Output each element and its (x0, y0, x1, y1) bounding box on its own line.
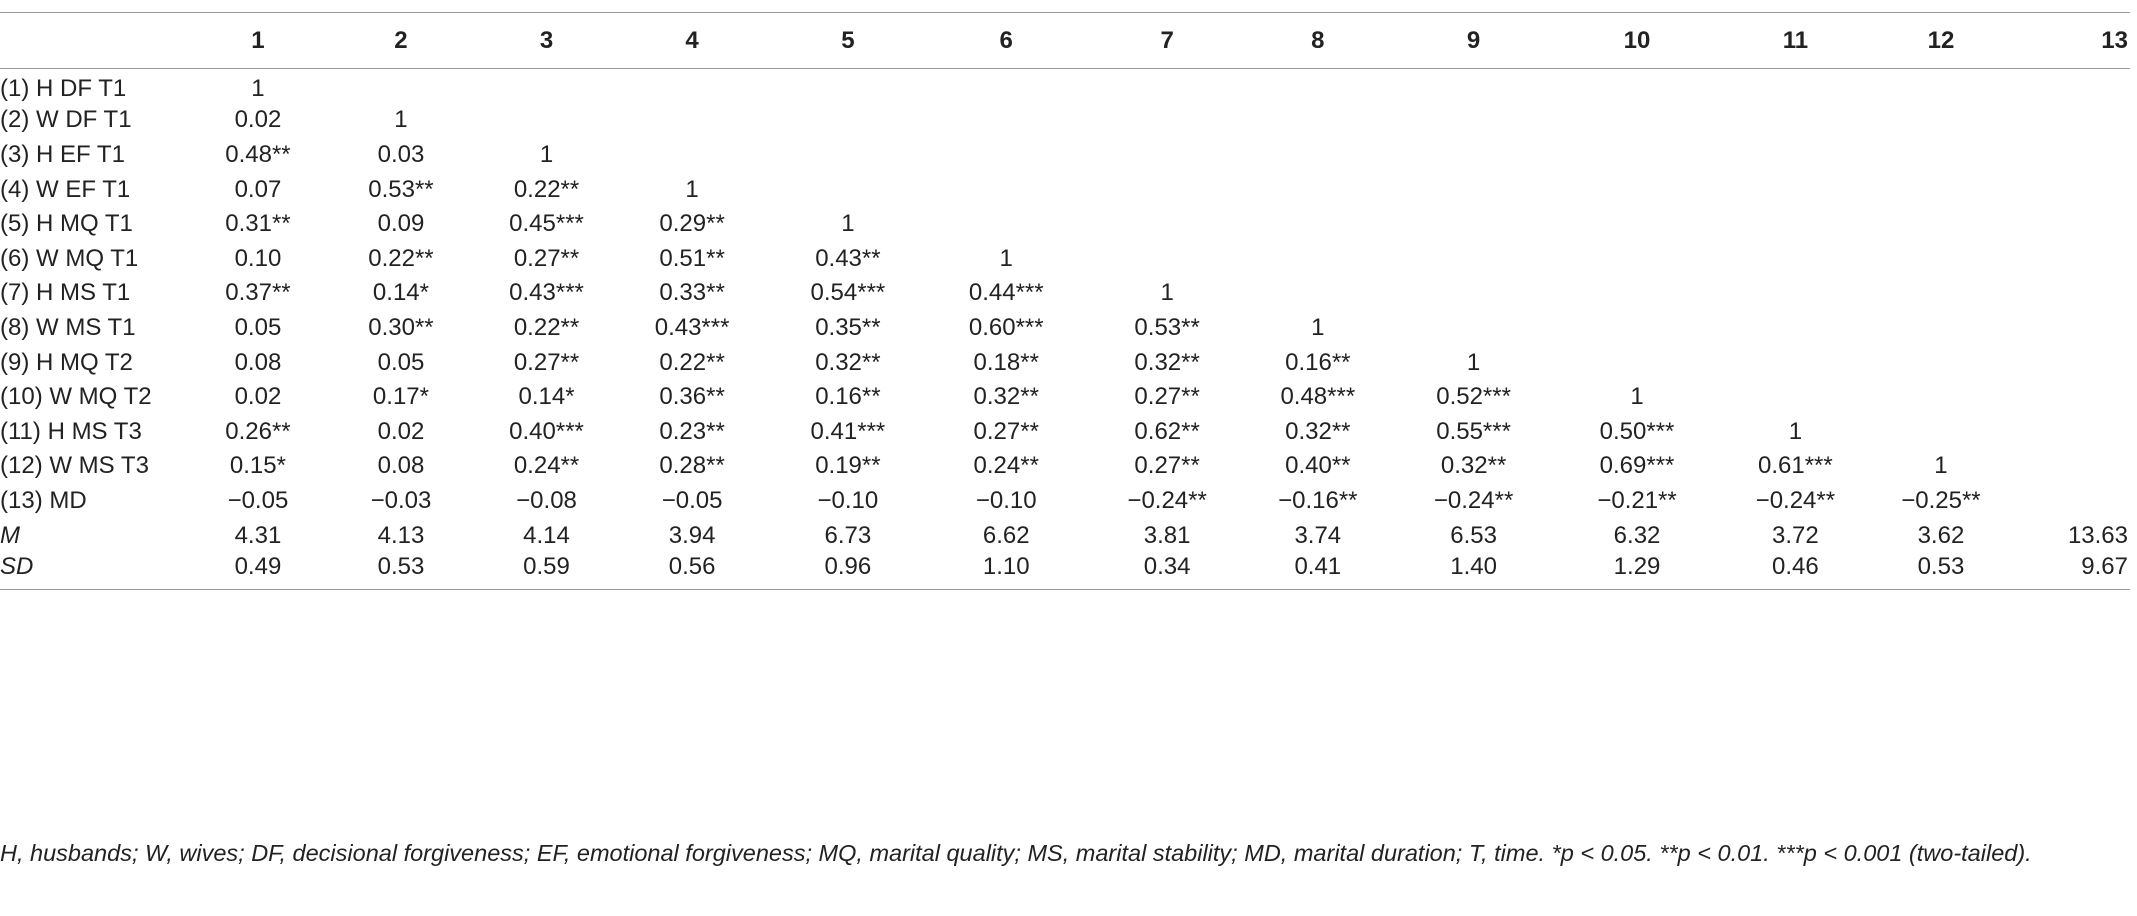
table-cell: 3.62 (1917, 521, 1965, 549)
correlation-table (0, 12, 2130, 590)
table-cell: 0.61*** (1758, 452, 1833, 480)
column-header-6: 6 (999, 26, 1013, 54)
table-cell: 0.32** (1285, 417, 1351, 445)
table-cell: 0.16** (815, 383, 881, 411)
table-cell: 0.14* (372, 279, 429, 307)
table-cell (1389, 207, 1558, 242)
table-cell: 0.40** (1285, 452, 1351, 480)
table-cell: 0.62** (1134, 417, 1200, 445)
table-cell (2007, 207, 2130, 242)
table-cell: 0.69*** (1599, 452, 1675, 480)
table-cell: 0.03 (377, 140, 425, 168)
table-cell (1716, 276, 1874, 311)
row-label: (7) H MS T1 (0, 279, 131, 307)
table-cell: 0.17* (372, 383, 429, 411)
table-cell: 0.27** (513, 348, 580, 376)
table-cell (1389, 103, 1558, 138)
table-cell: 0.32** (1440, 452, 1507, 480)
table-cell: 0.23** (659, 417, 725, 445)
table-cell: 0.30** (368, 313, 434, 341)
table-cell (1875, 138, 2008, 173)
table-cell: 3.81 (1143, 521, 1191, 549)
table-cell: 0.41*** (810, 417, 886, 445)
table-cell (1558, 138, 1716, 173)
table-cell (1716, 311, 1874, 346)
table-cell (1246, 241, 1389, 276)
table-cell (1716, 207, 1874, 242)
row-label: (13) MD (0, 486, 87, 514)
table-cell (1088, 207, 1246, 242)
table-cell (1716, 380, 1874, 415)
table-cell: 0.54*** (810, 279, 886, 307)
table-body (0, 69, 2130, 590)
table-cell (1088, 69, 1246, 104)
table-cell: 4.14 (523, 521, 570, 549)
table-cell: 3.72 (1772, 521, 1819, 549)
table-cell: 0.36** (659, 383, 725, 411)
table-cell (1558, 276, 1716, 311)
table-row (0, 69, 2130, 104)
table-cell (2007, 449, 2130, 484)
table-cell (1716, 138, 1874, 173)
table-cell: 6.73 (824, 521, 872, 549)
table-cell: 1 (1630, 383, 1644, 411)
table-cell: 0.22** (513, 313, 580, 341)
table-cell (1558, 311, 1716, 346)
row-label: (2) W DF T1 (0, 106, 132, 134)
table-cell (771, 172, 924, 207)
row-label: (6) W MQ T1 (0, 244, 139, 272)
table-cell: 6.53 (1450, 521, 1497, 549)
table-row (0, 484, 2130, 519)
table-cell: 0.05 (234, 313, 282, 341)
table-cell (1088, 241, 1246, 276)
table-cell: 1.29 (1613, 552, 1661, 580)
table-cell: 0.53** (368, 175, 434, 203)
row-label: SD (0, 552, 34, 580)
table-cell (1716, 345, 1874, 380)
table-cell: 0.19** (815, 452, 881, 480)
table-row (0, 380, 2130, 415)
table-cell: 0.46 (1772, 552, 1819, 580)
table-cell: 0.55*** (1436, 417, 1511, 445)
table-cell (1875, 103, 2008, 138)
table-cell: 0.08 (234, 348, 282, 376)
table-cell: 0.15* (229, 452, 286, 480)
table-cell (480, 69, 613, 104)
table-cell (2007, 380, 2130, 415)
table-cell: 0.14* (518, 383, 575, 411)
table-cell: 0.02 (377, 417, 425, 445)
table-cell: 0.31** (225, 210, 291, 238)
table-cell: 0.96 (824, 552, 872, 580)
table-cell: −0.05 (661, 486, 723, 514)
table-cell: 0.53 (377, 552, 425, 580)
table-cell (480, 103, 613, 138)
table-cell (925, 103, 1088, 138)
table-cell (2007, 484, 2130, 519)
table-cell: 0.05 (377, 348, 425, 376)
table-cell (2007, 69, 2130, 104)
table-cell (1875, 380, 2008, 415)
table-cell (1088, 138, 1246, 173)
row-label: (9) H MQ T2 (0, 348, 133, 376)
table-cell (2007, 414, 2130, 449)
table-cell: 6.62 (982, 521, 1030, 549)
table-header (0, 13, 2130, 69)
table-cell: 0.27** (513, 244, 580, 272)
table-cell (1716, 103, 1874, 138)
table-cell: 1 (1788, 417, 1803, 445)
table-cell: 6.32 (1613, 521, 1661, 549)
table-cell: 0.32** (815, 348, 881, 376)
table-cell (1875, 345, 2008, 380)
table-cell (1875, 69, 2008, 104)
table-cell: 1 (251, 75, 265, 103)
table-row (0, 311, 2130, 346)
column-header-11: 11 (1782, 26, 1809, 54)
table-cell: 1 (685, 175, 699, 203)
table-cell: 0.44*** (968, 279, 1044, 307)
column-header-9: 9 (1466, 26, 1481, 54)
table-cell (1389, 276, 1558, 311)
table-cell: 0.59 (523, 552, 570, 580)
table-cell: 1 (1466, 348, 1481, 376)
table-cell: 0.60*** (968, 313, 1044, 341)
column-header-5: 5 (841, 26, 855, 54)
table-cell: 4.31 (234, 521, 282, 549)
table-cell: 0.34 (1143, 552, 1191, 580)
table-cell: 0.41 (1294, 552, 1342, 580)
table-cell (1875, 241, 2008, 276)
table-cell: −0.05 (227, 486, 289, 514)
table-cell (1389, 172, 1558, 207)
row-label: (11) H MS T3 (0, 417, 142, 445)
table-footnote: H, husbands; W, wives; DF, decisional forgiveness; EF, emotional forgiveness; MQ, marital quality; MS, marital stability; MD, marital duration; T, time. *p < 0.05. **p < 0.01. ***p < 0.001 (two-tailed). (0, 840, 2032, 866)
table-cell: 0.27** (1134, 452, 1200, 480)
table-row (0, 207, 2130, 242)
column-header-1: 1 (251, 26, 265, 54)
column-header-3: 3 (539, 26, 554, 54)
table-cell: 9.67 (2081, 552, 2128, 580)
column-header-12: 12 (1927, 26, 1955, 54)
table-cell: 1 (539, 140, 554, 168)
table-cell: 0.37** (225, 279, 291, 307)
table-cell: 0.48*** (1280, 383, 1356, 411)
table-cell (2007, 103, 2130, 138)
header-corner (0, 13, 194, 69)
table-cell (1088, 103, 1246, 138)
table-cell: −0.03 (370, 486, 432, 514)
table-cell: 0.43*** (509, 279, 584, 307)
table-cell: 0.43*** (654, 313, 730, 341)
column-header-10: 10 (1623, 26, 1651, 54)
row-label: (1) H DF T1 (0, 75, 127, 103)
table-cell: 0.33** (659, 279, 725, 307)
table-cell: −0.10 (817, 486, 879, 514)
table-cell: 0.22** (659, 348, 725, 376)
table-cell (2007, 345, 2130, 380)
table-cell (925, 172, 1088, 207)
table-cell (1558, 172, 1716, 207)
table-cell: 1 (394, 106, 408, 134)
row-label: (12) W MS T3 (0, 452, 149, 480)
table-row (0, 449, 2130, 484)
table-cell: 0.24** (973, 452, 1039, 480)
table-cell: 0.50*** (1599, 417, 1675, 445)
table-cell (1875, 414, 2008, 449)
table-cell (1875, 172, 2008, 207)
table-cell (1875, 311, 2008, 346)
table-cell: 0.49 (234, 552, 282, 580)
table-cell: 1 (841, 210, 855, 238)
table-cell (1088, 172, 1246, 207)
table-cell: 0.02 (234, 383, 282, 411)
table-cell (1389, 241, 1558, 276)
column-header-4: 4 (685, 26, 699, 54)
table-cell: 0.32** (973, 383, 1039, 411)
table-cell (1246, 207, 1389, 242)
table-cell: 0.40*** (509, 417, 584, 445)
table-cell: 0.27** (1134, 383, 1200, 411)
table-cell: 0.56 (668, 552, 716, 580)
table-cell (1246, 103, 1389, 138)
table-cell: 3.94 (668, 521, 716, 549)
table-cell: 1 (1934, 452, 1948, 480)
table-cell: 0.10 (234, 244, 282, 272)
table-row (0, 518, 2130, 553)
table-cell (1246, 69, 1389, 104)
table-cell (771, 138, 924, 173)
table-cell: 0.52*** (1436, 383, 1511, 411)
table-cell: 0.35** (815, 313, 881, 341)
table-cell: 0.48** (225, 140, 291, 168)
table-cell (925, 207, 1088, 242)
table-row (0, 103, 2130, 138)
table-cell: 0.18** (973, 348, 1039, 376)
table-cell (925, 69, 1088, 104)
table-cell (925, 138, 1088, 173)
table-cell (1389, 69, 1558, 104)
table-cell: 1.40 (1450, 552, 1497, 580)
table-cell: 0.28** (659, 452, 725, 480)
table-cell: −0.08 (516, 486, 577, 514)
row-label: (3) H EF T1 (0, 140, 125, 168)
column-header-8: 8 (1311, 26, 1325, 54)
table-cell: 0.16** (1285, 348, 1351, 376)
table-cell: 0.26** (225, 417, 291, 445)
table-cell: 1 (999, 244, 1013, 272)
table-cell: 0.32** (1134, 348, 1200, 376)
table-cell (1875, 276, 2008, 311)
table-cell: −0.25** (1901, 486, 1981, 514)
column-header-7: 7 (1160, 26, 1174, 54)
table-cell: −0.24** (1755, 486, 1836, 514)
row-label: (4) W EF T1 (0, 175, 131, 203)
table-cell: 1 (1311, 313, 1325, 341)
table-row (0, 276, 2130, 311)
table-cell (1558, 207, 1716, 242)
table-cell (1716, 172, 1874, 207)
table-cell (1558, 69, 1716, 104)
table-cell (613, 69, 771, 104)
table-cell (1558, 103, 1716, 138)
table-cell: 0.07 (234, 175, 282, 203)
table-cell: −0.24** (1127, 486, 1207, 514)
table-cell: 0.22** (513, 175, 580, 203)
table-cell (1558, 345, 1716, 380)
table-cell: 0.27** (973, 417, 1039, 445)
table-cell: 0.02 (234, 106, 282, 134)
table-cell: 4.13 (377, 521, 425, 549)
row-label: M (0, 521, 20, 549)
table-cell: 1 (1160, 279, 1174, 307)
table-cell (2007, 311, 2130, 346)
table-cell: 0.53** (1134, 313, 1200, 341)
table-cell (1716, 241, 1874, 276)
table-cell (771, 103, 924, 138)
table-row (0, 345, 2130, 380)
table-cell (613, 138, 771, 173)
table-cell (2007, 276, 2130, 311)
table-cell (1246, 276, 1389, 311)
row-label: (5) H MQ T1 (0, 210, 133, 238)
table-cell: −0.16** (1278, 486, 1358, 514)
table-cell: 0.53 (1917, 552, 1965, 580)
table-cell (1246, 138, 1389, 173)
table-cell (2007, 138, 2130, 173)
table-cell: −0.21** (1597, 486, 1677, 514)
table-cell (2007, 172, 2130, 207)
table-cell: 0.22** (368, 244, 434, 272)
column-header-13: 13 (2101, 26, 2128, 54)
table-cell (1389, 138, 1558, 173)
table-cell (322, 69, 480, 104)
table-cell: 1.10 (982, 552, 1030, 580)
table-cell: 13.63 (2067, 521, 2128, 549)
header-row (0, 13, 2130, 69)
table-cell (1246, 172, 1389, 207)
table-row (0, 553, 2130, 590)
row-label: (8) W MS T1 (0, 313, 136, 341)
table-row (0, 241, 2130, 276)
table-row (0, 414, 2130, 449)
table-cell (771, 69, 924, 104)
table-cell: 0.29** (659, 210, 725, 238)
table-cell (1558, 241, 1716, 276)
table-cell (613, 103, 771, 138)
table-cell: 0.45*** (509, 210, 584, 238)
table-cell: −0.10 (975, 486, 1037, 514)
table-cell: −0.24** (1433, 486, 1514, 514)
table-cell (2007, 241, 2130, 276)
table-row (0, 138, 2130, 173)
table-row (0, 172, 2130, 207)
table-cell: 0.24** (513, 452, 580, 480)
table-cell (1716, 69, 1874, 104)
table-cell: 0.51** (659, 244, 725, 272)
table-cell (1875, 207, 2008, 242)
table-cell: 0.08 (377, 452, 425, 480)
table-cell: 0.09 (377, 210, 425, 238)
table-cell: 0.43** (815, 244, 881, 272)
column-header-2: 2 (394, 26, 408, 54)
table-cell (1389, 311, 1558, 346)
table-cell: 3.74 (1294, 521, 1342, 549)
row-label: (10) W MQ T2 (0, 383, 152, 411)
